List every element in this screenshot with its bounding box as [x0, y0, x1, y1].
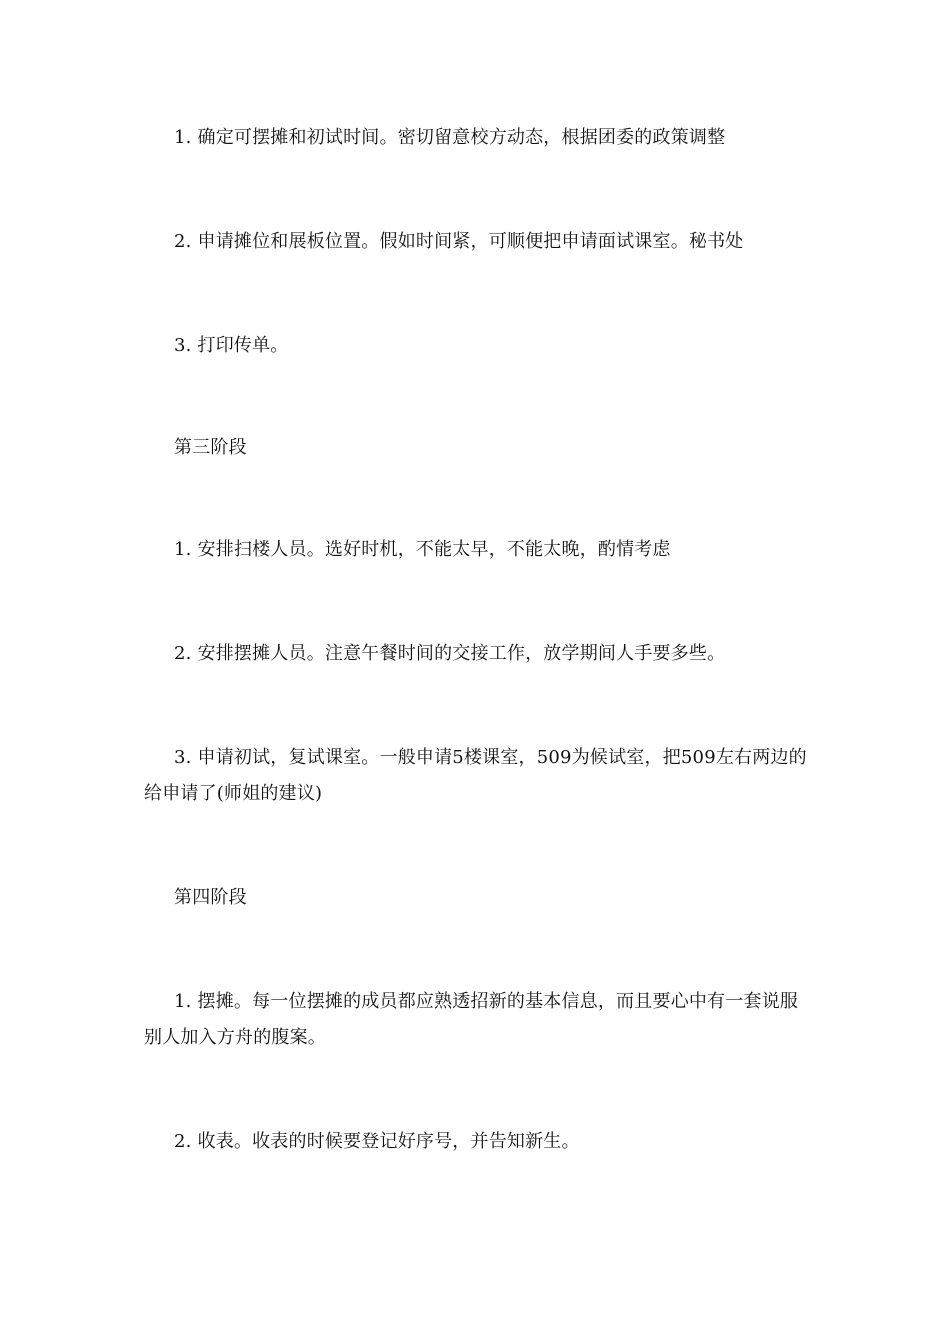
paragraph-item-7: 1. 摆摊。每一位摆摊的成员都应熟透招新的基本信息，而且要心中有一套说服别人加入方舟的腹案。: [144, 991, 799, 1048]
paragraph-item-2: 2. 申请摊位和展板位置。假如时间紧，可顺便把申请面试课室。秘书处: [174, 231, 744, 252]
section-heading-stage-3: 第三阶段: [174, 437, 247, 458]
paragraph-item-4: 1. 安排扫楼人员。选好时机，不能太早，不能太晚，酌情考虑: [174, 539, 671, 560]
paragraph-item-5: 2. 安排摆摊人员。注意午餐时间的交接工作，放学期间人手要多些。: [174, 643, 726, 664]
paragraph-item-3: 3. 打印传单。: [174, 335, 289, 356]
paragraph-item-8: 2. 收表。收表的时候要登记好序号，并告知新生。: [174, 1131, 580, 1152]
paragraph-item-1: 1. 确定可摆摊和初试时间。密切留意校方动态，根据团委的政策调整: [174, 127, 726, 148]
section-heading-stage-4: 第四阶段: [174, 887, 247, 908]
paragraph-item-6: 3. 申请初试，复试课室。一般申请5楼课室，509为候试室，把509左右两边的给申请了(师姐的建议): [144, 747, 807, 804]
